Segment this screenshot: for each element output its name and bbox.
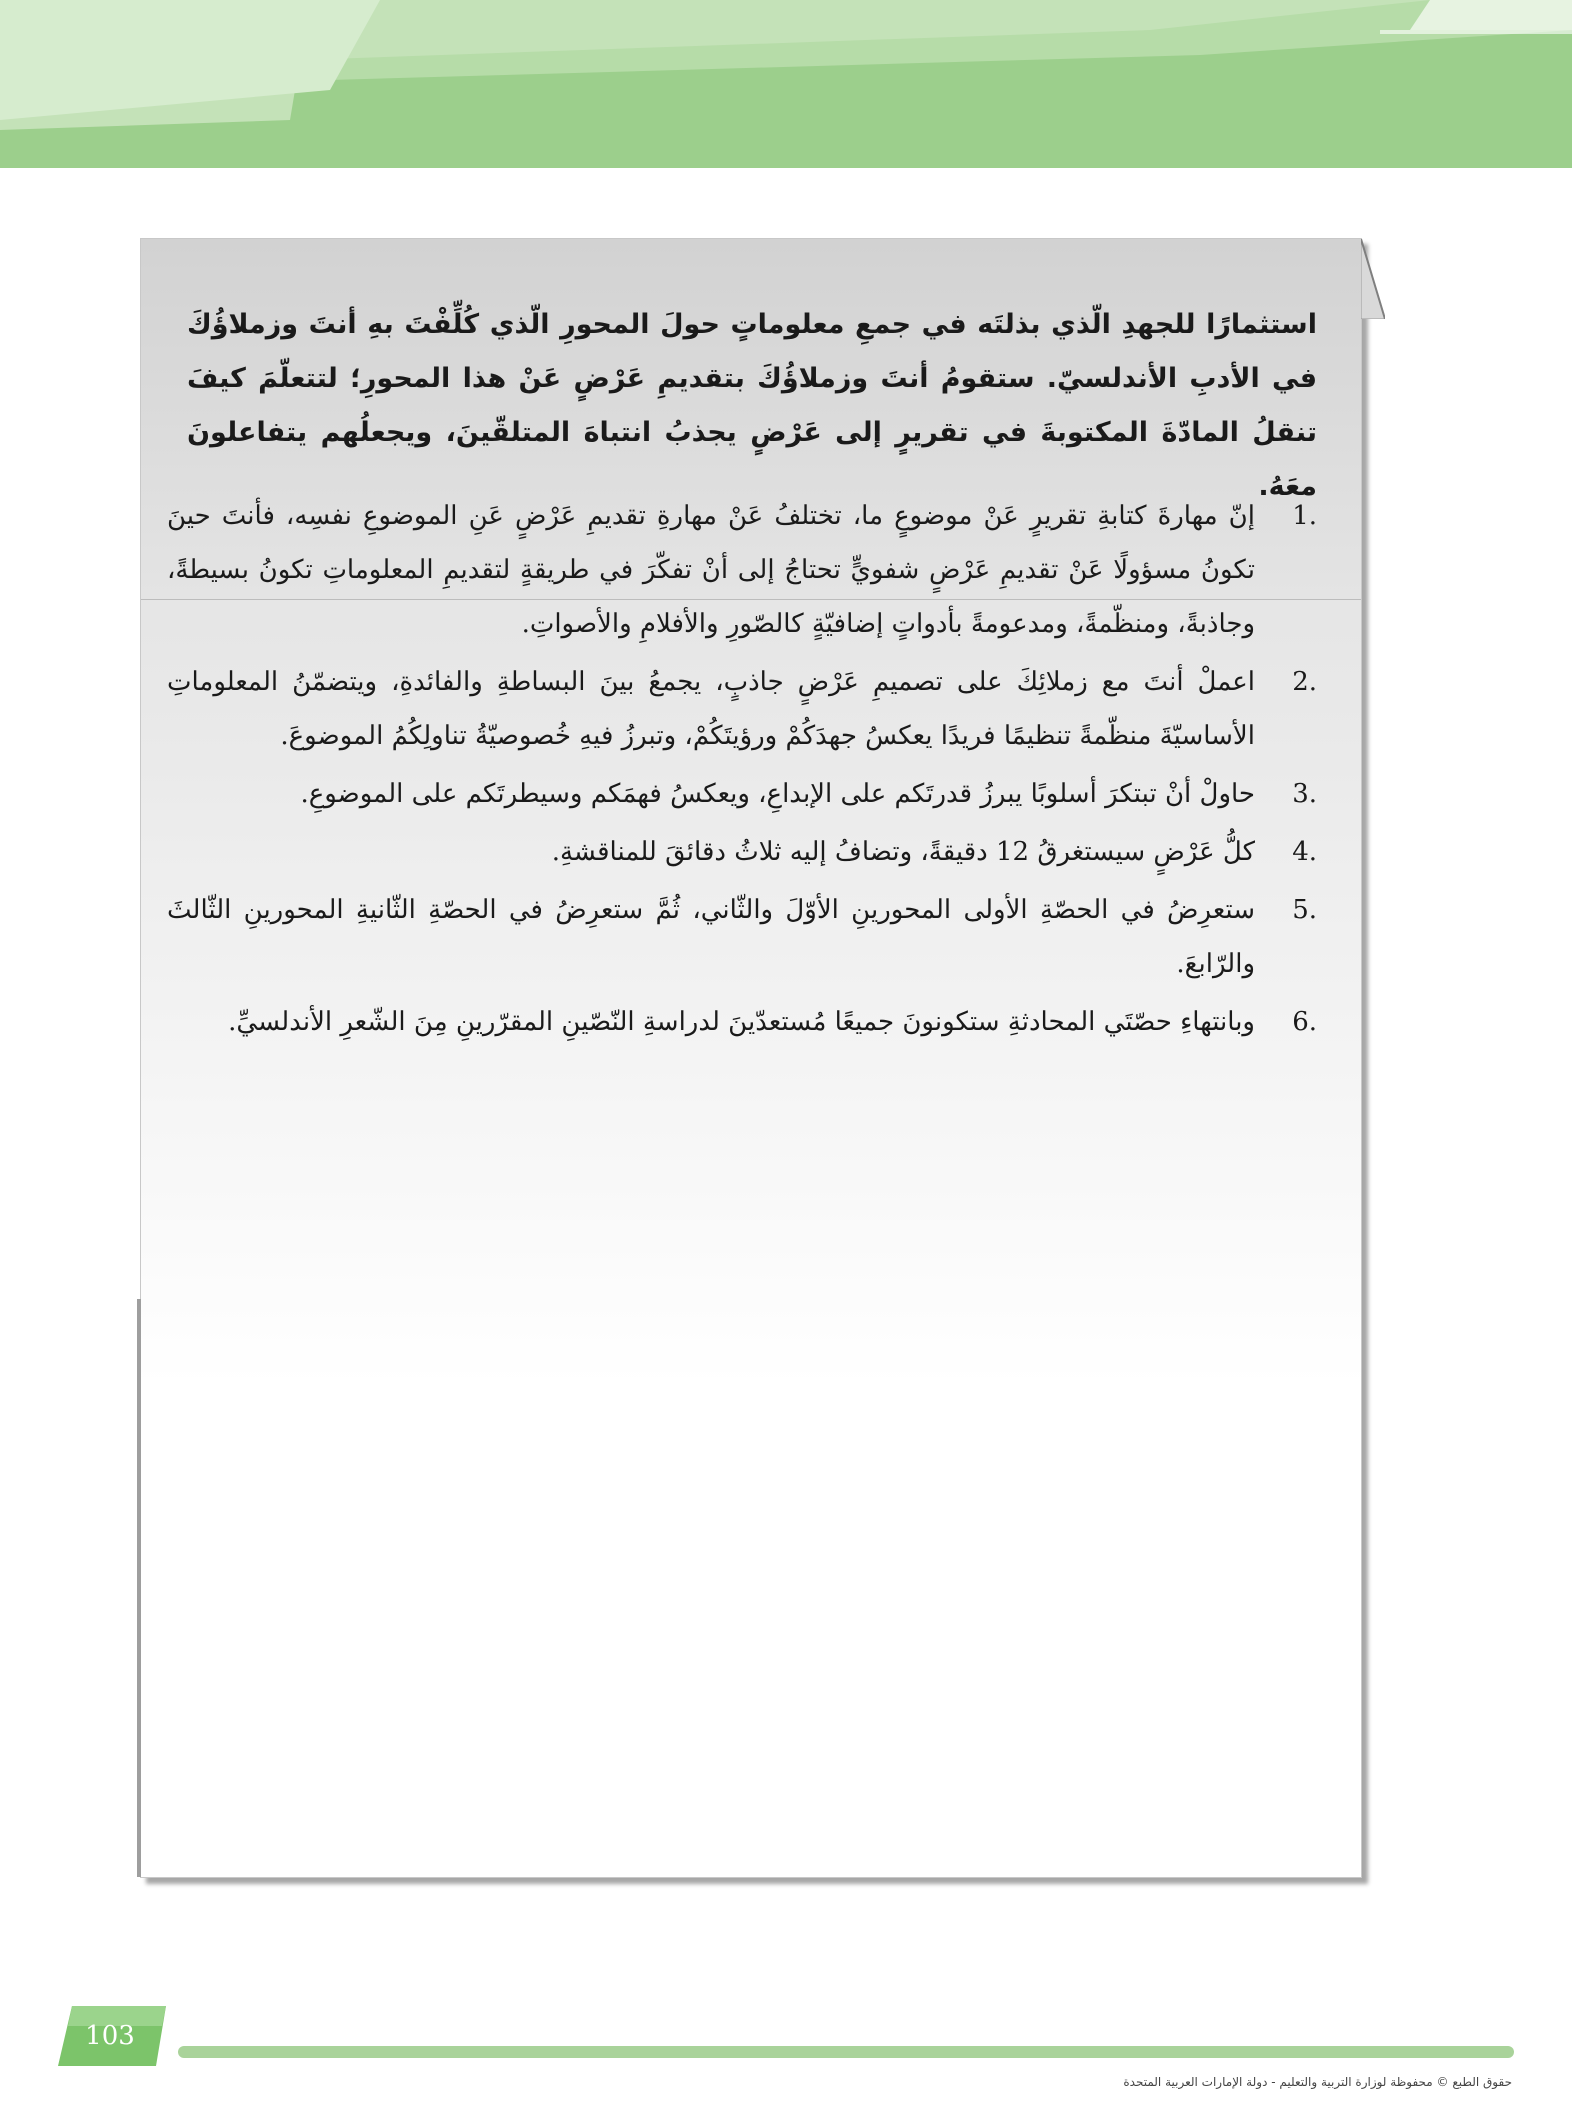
list-item-text: ستعرِضُ في الحصّةِ الأولى المحورينِ الأوّلَ والثّاني، ثُمَّ ستعرِضُ في الحصّةِ الثّانيةِ المحورينِ الثّالثَ والرّابعَ. — [167, 895, 1255, 979]
list-item-number: 2. — [1292, 667, 1317, 697]
footer-rule — [178, 2046, 1514, 2058]
list-item-text: وبانتهاءِ حصّتَي المحادثةِ ستكونونَ جميعًا مُستعدّينَ لدراسةِ النّصّينِ المقرّرينِ مِنَ الشّعرِ الأندلسيِّ. — [228, 1007, 1255, 1037]
list-item-number: 4. — [1292, 837, 1317, 867]
list-item — [167, 489, 1317, 651]
list-item — [167, 767, 1317, 821]
header-banner — [0, 0, 1572, 168]
instruction-list — [167, 489, 1317, 1053]
page-fold-corner — [1361, 239, 1385, 319]
list-item-text: إنّ مهارةَ كتابةِ تقريرٍ عَنْ موضوعٍ ما، تختلفُ عَنْ مهارةِ تقديمِ عَرْضٍ عَنِ الموضوعِ نفسِه، فأنتَ حينَ تكونُ مسؤولًا عَنْ تقديمِ عَرْضٍ شفويٍّ تحتاجُ إلى أنْ تفكّرَ في طريقةٍ لتقديمِ المعلوماتِ تكونُ بسيطةً، وجاذبةً، ومنظّمةً، ومدعومةً بأدواتٍ إضافيّةٍ كالصّورِ والأفلامِ والأصواتِ. — [167, 501, 1255, 639]
list-item-text: حاولْ أنْ تبتكرَ أسلوبًا يبرزُ قدرتَكم على الإبداعِ، ويعكسُ فهمَكم وسيطرتَكم على الموضوعِ. — [300, 779, 1255, 809]
activity-panel — [140, 238, 1362, 1878]
list-item-text: اعملْ أنتَ مع زملائِكَ على تصميمِ عَرْضٍ جاذبٍ، يجمعُ بينَ البساطةِ والفائدةِ، ويتضمّنُ المعلوماتِ الأساسيّةَ منظّمةً تنظيمًا فريدًا يعكسُ جهدَكُمْ ورؤيتَكُمْ، وتبرزُ فيهِ خُصوصيّةُ تناولِكُمُ الموضوعَ. — [167, 667, 1255, 751]
panel-left-edge — [137, 1299, 141, 1877]
list-item — [167, 655, 1317, 763]
list-item — [167, 883, 1317, 991]
intro-paragraph: استثمارًا للجهدِ الّذي بذلتَه في جمعِ معلوماتٍ حولَ المحورِ الّذي كُلِّفْتَ بهِ أنتَ وزملاؤُكَ في الأدبِ الأندلسيّ. ستقومُ أنتَ وزملاؤُكَ بتقديمِ عَرْضٍ عَنْ هذا المحورِ؛ لتتعلّمَ كيفَ تنقلُ المادّةَ المكتوبةَ في تقريرٍ إلى عَرْضٍ يجذبُ انتباهَ المتلقّينَ، ويجعلُهم يتفاعلونَ معَهُ. — [187, 309, 1317, 502]
list-item-number: 5. — [1292, 895, 1317, 925]
list-item-number: 6. — [1292, 1007, 1317, 1037]
page-number: 103 — [85, 2021, 135, 2051]
copyright-notice: حقوق الطبع © محفوظة لوزارة التربية والتعليم - دولة الإمارات العربية المتحدة — [1123, 2075, 1512, 2089]
list-item — [167, 995, 1317, 1049]
list-item-number: 1. — [1292, 501, 1317, 531]
list-item-number: 3. — [1292, 779, 1317, 809]
list-item-text: كلُّ عَرْضٍ سيستغرقُ 12 دقيقةً، وتضافُ إليه ثلاثُ دقائقَ للمناقشةِ. — [551, 837, 1255, 867]
list-item — [167, 825, 1317, 879]
